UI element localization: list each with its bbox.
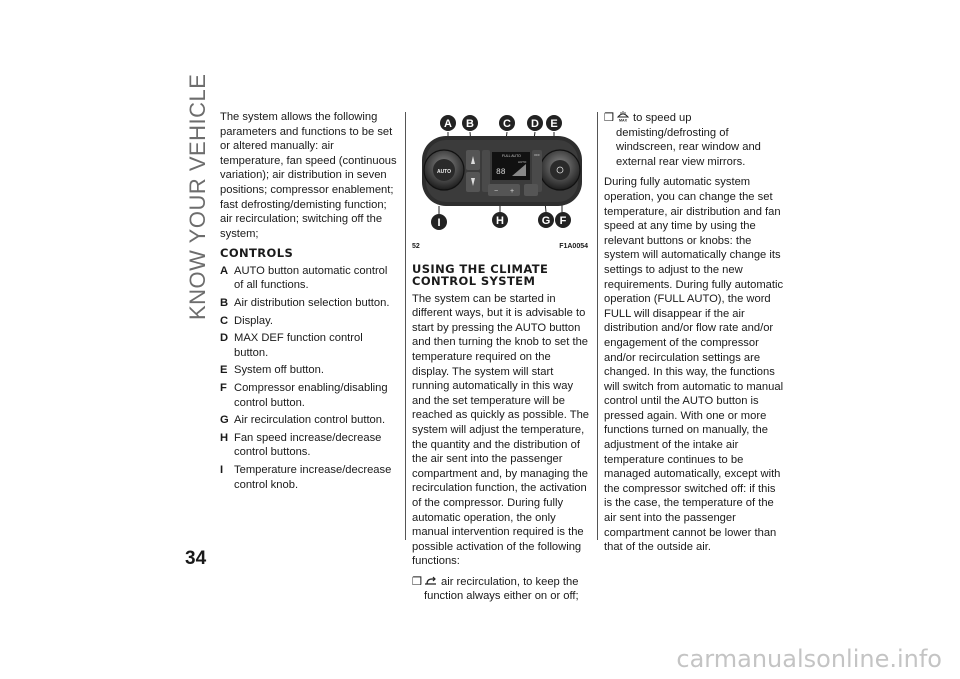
intro-paragraph: The system allows the following parameters and functions to be set or altered manually: air temperature, fan speed (continuous variation); air distribution in seven positions; compressor enablement; fast defrosting/demisting function; air recirculation; switching off the system; bbox=[220, 111, 397, 240]
callout-g: G bbox=[541, 215, 551, 227]
climate-panel-illustration bbox=[412, 112, 588, 238]
control-item-g: G Air recirculation control button. bbox=[220, 414, 386, 427]
col3-paragraph: During fully automatic system operation, you can change the set temperature, air distribution and fan speed at any time by using the relevant buttons or knobs: the system will automatically change its settings to adjust to the new requirements. During fully automatic operation (FULL AUTO), the word FULL will disappear if the air distribution and/or flow rate and/or engagement of the compressor and/or recirculation settings are changed. In this way, the functions will switch from automatic to manual control until the AUTO button is pressed again. With one or more functions turned on manually, the adjustment of the intake air temperature continues to be managed automatically, except with the compressor switched off: if this is the case, the temperature of the air sent into the passenger compartment cannot be lower than that of the outside air. bbox=[604, 176, 784, 554]
control-item-a: A AUTO button automatic control of all functions. bbox=[220, 264, 388, 292]
control-item-b: B Air distribution selection button. bbox=[220, 297, 390, 310]
display-auto-label: AUTO bbox=[518, 160, 527, 164]
control-item-h: H Fan speed increase/decrease control buttons. bbox=[220, 431, 382, 459]
display-temperature: 88 bbox=[496, 168, 506, 177]
control-item-e: E System off button. bbox=[220, 364, 324, 377]
display-mode-label: FULL AUTO bbox=[502, 154, 521, 158]
callout-f: F bbox=[559, 215, 567, 227]
control-item-i: I Temperature increase/decrease control knob. bbox=[220, 463, 392, 491]
controls-list bbox=[220, 264, 398, 492]
callout-c: C bbox=[503, 118, 511, 130]
fan-minus-label: − bbox=[494, 188, 499, 195]
control-item-d: D MAX DEF function control button. bbox=[220, 332, 363, 359]
page-number: 34 bbox=[185, 548, 207, 569]
figure-number: 52 bbox=[412, 243, 420, 250]
using-heading: USING THE CLIMATE CONTROL SYSTEM bbox=[412, 261, 549, 289]
bullet-box: ❒ bbox=[412, 575, 423, 588]
side-section-title bbox=[160, 30, 210, 330]
max-icon-label: MAX bbox=[619, 118, 627, 122]
auto-button-label: AUTO bbox=[436, 169, 452, 175]
control-item-f: F Compressor enabling/disabling control button. bbox=[220, 382, 388, 409]
column-divider-1 bbox=[405, 112, 406, 540]
using-paragraph: The system can be started in different ways, but it is advisable to start by pressing the AUTO button and then turning the knob to set the temperature required on the display. The system will start running automatically in this way and the set temperature will be reached as quickly as possible. The system will adjust the temperature, the quantity and the distribution of the air sent into the passenger compartment and, by managing the recirculation function, the activation of the compressor. During fully automatic operation, the only manual intervention required is the possible activation of the following functions: bbox=[412, 292, 590, 568]
column-3 bbox=[604, 110, 784, 561]
side-section-title-text: KNOW YOUR VEHICLE bbox=[185, 73, 210, 320]
figure-code: F1A0054 bbox=[559, 243, 588, 250]
callout-d: D bbox=[531, 118, 539, 130]
climate-panel-figure bbox=[412, 112, 588, 238]
bullet-recirculation: ❒ air recirculation, to keep the function always either on or off; bbox=[412, 575, 579, 603]
watermark: carmanualsonline.info bbox=[676, 645, 942, 673]
column-divider-2 bbox=[597, 112, 598, 540]
column-2 bbox=[412, 110, 590, 610]
bullet-max-def: ❒ MAX to speed up demisting/defrosting of windscreen, rear window and external rear view mirrors. bbox=[604, 112, 761, 168]
control-item-c: C Display. bbox=[220, 314, 273, 327]
recirculation-icon bbox=[424, 576, 438, 586]
callout-a: A bbox=[444, 118, 452, 130]
bullet-box: ❒ bbox=[604, 112, 615, 124]
figure-caption bbox=[412, 240, 588, 255]
off-button-label: OFF bbox=[534, 153, 540, 157]
column-1 bbox=[220, 110, 398, 495]
callout-b: B bbox=[466, 118, 474, 130]
callout-e: E bbox=[550, 118, 558, 130]
callout-i: I bbox=[437, 217, 441, 229]
fan-plus-label: + bbox=[510, 188, 515, 195]
controls-heading: CONTROLS bbox=[220, 246, 294, 261]
callout-h: H bbox=[496, 215, 504, 227]
max-defrost-icon bbox=[616, 110, 630, 122]
